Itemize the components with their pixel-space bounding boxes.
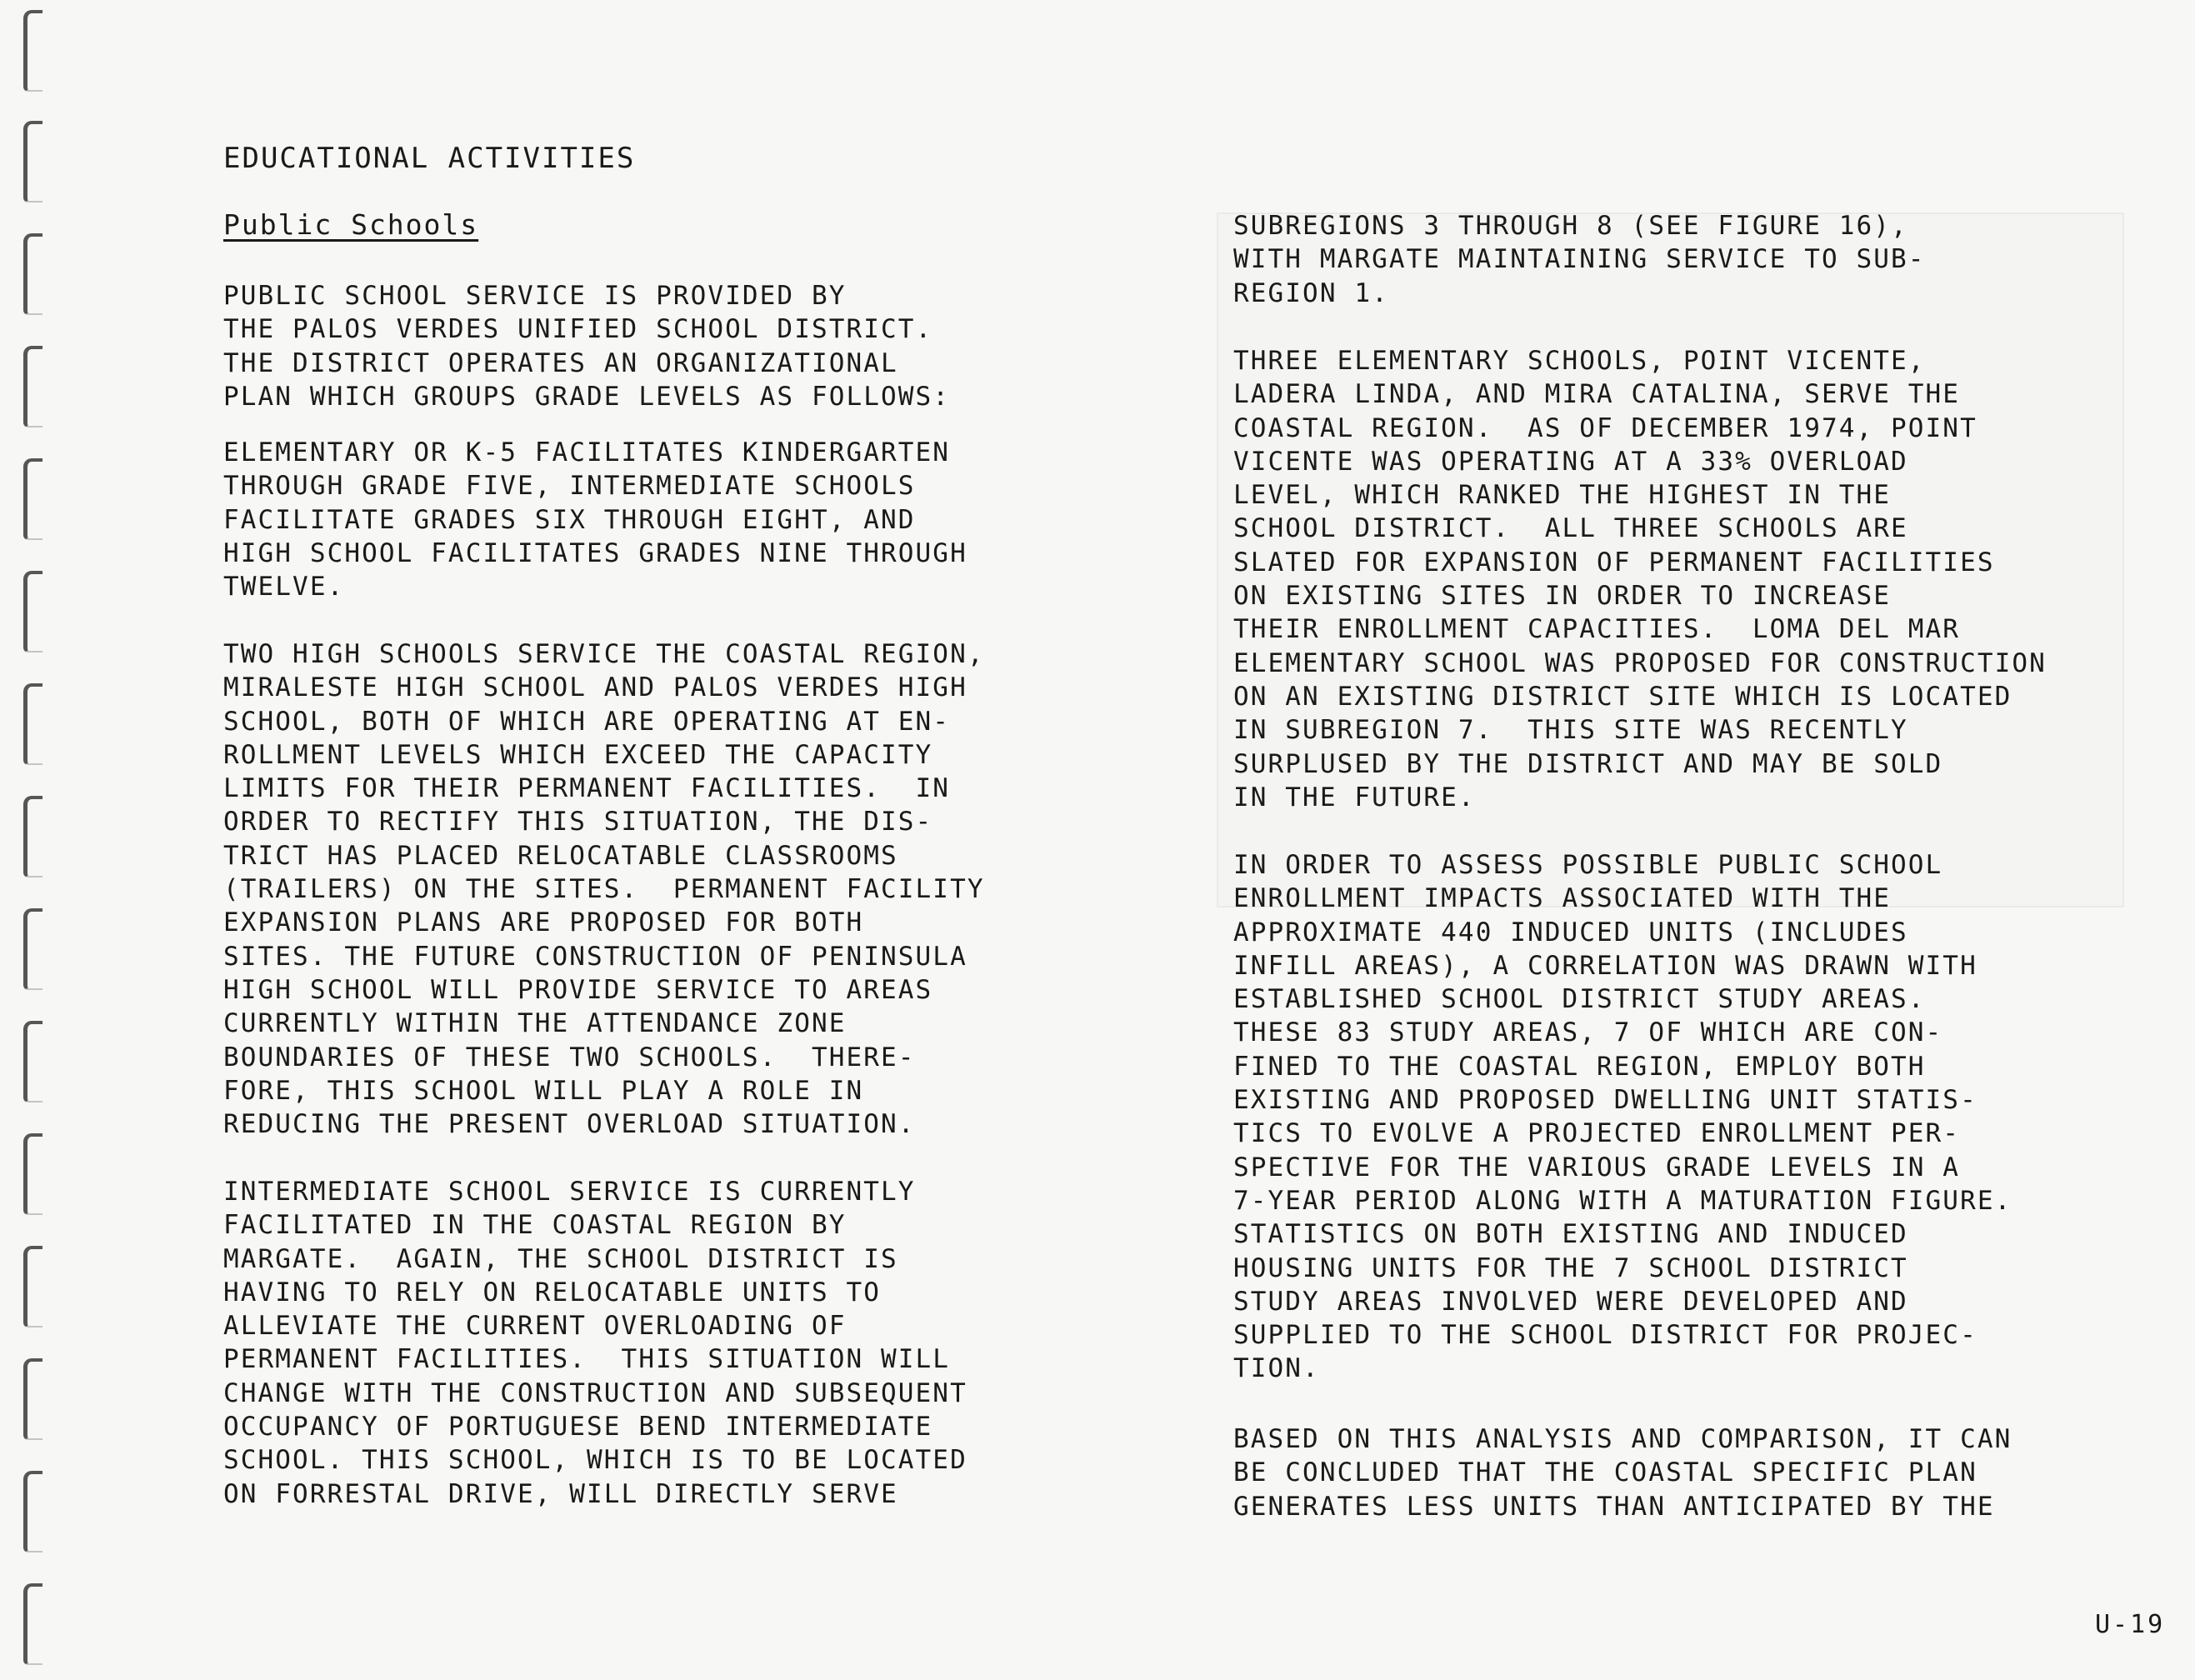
binder-ring-mark bbox=[23, 571, 42, 652]
binder-ring-mark bbox=[23, 1246, 42, 1328]
subsection-title: Public Schools bbox=[223, 208, 479, 241]
binder-ring-mark bbox=[23, 233, 42, 315]
binder-ring-mark bbox=[23, 10, 42, 92]
binder-ring-mark bbox=[23, 346, 42, 428]
paragraph-enrollment-impacts: IN ORDER TO ASSESS POSSIBLE PUBLIC SCHOOL ENROLLMENT IMPACTS ASSOCIATED WITH THE APPROXIMATE 440 INDUCED UNITS (INCLUDES INFILL AREAS), A CORRELATION WAS DRAWN WITH ESTABLISHED SCHOOL DISTRICT STUDY AREAS. THESE 83 STUDY AREAS, 7 OF WHICH ARE CON- FINED TO THE COASTAL REGION, EMPLOY BOTH EXISTING AND PROPOSED DWELLING UNIT STATIS- TICS TO EVOLVE A PROJECTED ENROLLMENT PER- SPECTIVE FOR THE VARIOUS GRADE LEVELS IN A 7-YEAR PERIOD ALONG WITH A MATURATION FIGURE. STATISTICS ON BOTH EXISTING AND INDUCED HOUSING UNITS FOR THE 7 SCHOOL DISTRICT STUDY AREAS INVOLVED WERE DEVELOPED AND SUPPLIED TO THE SCHOOL DISTRICT FOR PROJEC- TION. bbox=[1233, 850, 2012, 1384]
paragraph-service-provider: PUBLIC SCHOOL SERVICE IS PROVIDED BY THE PALOS VERDES UNIFIED SCHOOL DISTRICT. THE DISTRICT OPERATES AN ORGANIZATIONAL PLAN WHICH GROUPS GRADE LEVELS AS FOLLOWS: bbox=[223, 281, 951, 412]
binder-ring-mark bbox=[23, 1133, 42, 1215]
paragraph-conclusion: BASED ON THIS ANALYSIS AND COMPARISON, IT CAN BE CONCLUDED THAT THE COASTAL SPECIFIC PLAN GENERATES LESS UNITS THAN ANTICIPATED BY THE bbox=[1233, 1424, 2012, 1522]
binder-ring-mark bbox=[23, 1583, 42, 1665]
binder-ring-mark bbox=[23, 121, 42, 202]
binder-ring-mark bbox=[23, 796, 42, 878]
binder-ring-mark bbox=[23, 1358, 42, 1440]
paragraph-subregions: SUBREGIONS 3 THROUGH 8 (SEE FIGURE 16), WITH MARGATE MAINTAINING SERVICE TO SUB- REGION 1. bbox=[1233, 211, 1926, 308]
paragraph-high-schools: TWO HIGH SCHOOLS SERVICE THE COASTAL REGION, MIRALESTE HIGH SCHOOL AND PALOS VERDES HIGH SCHOOL, BOTH OF WHICH ARE OPERATING AT EN- ROLLMENT LEVELS WHICH EXCEED THE CAPACITY LIMITS FOR THEIR PERMANENT FACILITIES. IN ORDER TO RECTIFY THIS SITUATION, THE DIS- TRICT HAS PLACED RELOCATABLE CLASSROOMS (TRAILERS) ON THE SITES. PERMANENT FACILITY EXPANSION PLANS ARE PROPOSED FOR BOTH SITES. THE FUTURE CONSTRUCTION OF PENINSULA HIGH SCHOOL WILL PROVIDE SERVICE TO AREAS CURRENTLY WITHIN THE ATTENDANCE ZONE BOUNDARIES OF THESE TWO SCHOOLS. THERE- FORE, THIS SCHOOL WILL PLAY A ROLE IN REDUCING THE PRESENT OVERLOAD SITUATION. bbox=[223, 639, 985, 1140]
paragraph-grade-levels: ELEMENTARY OR K-5 FACILITATES KINDERGARTEN THROUGH GRADE FIVE, INTERMEDIATE SCHOOLS FACILITATE GRADES SIX THROUGH EIGHT, AND HIGH SCHOOL FACILITATES GRADES NINE THROUGH TWELVE. bbox=[223, 438, 968, 602]
binder-holes bbox=[15, 0, 65, 1680]
paragraph-elementary-schools: THREE ELEMENTARY SCHOOLS, POINT VICENTE, LADERA LINDA, AND MIRA CATALINA, SERVE THE COASTAL REGION. AS OF DECEMBER 1974, POINT VICENTE WAS OPERATING AT A 33% OVERLOAD LEVEL, WHICH RANKED THE HIGHEST IN THE SCHOOL DISTRICT. ALL THREE SCHOOLS ARE SLATED FOR EXPANSION OF PERMANENT FACILITIES ON EXISTING SITES IN ORDER TO INCREASE THEIR ENROLLMENT CAPACITIES. LOMA DEL MAR ELEMENTARY SCHOOL WAS PROPOSED FOR CONSTRUCTION ON AN EXISTING DISTRICT SITE WHICH IS LOCATED IN SUBREGION 7. THIS SITE WAS RECENTLY SURPLUSED BY THE DISTRICT AND MAY BE SOLD IN THE FUTURE. bbox=[1233, 346, 2047, 812]
paragraph-intermediate-schools: INTERMEDIATE SCHOOL SERVICE IS CURRENTLY FACILITATED IN THE COASTAL REGION BY MARGATE. AGAIN, THE SCHOOL DISTRICT IS HAVING TO RELY ON RELOCATABLE UNITS TO ALLEVIATE THE CURRENT OVERLOADING OF PERMANENT FACILITIES. THIS SITUATION WILL CHANGE WITH THE CONSTRUCTION AND SUBSEQUENT OCCUPANCY OF PORTUGUESE BEND INTERMEDIATE SCHOOL. THIS SCHOOL, WHICH IS TO BE LOCATED ON FORRESTAL DRIVE, WILL DIRECTLY SERVE bbox=[223, 1177, 968, 1509]
section-title: EDUCATIONAL ACTIVITIES bbox=[223, 142, 636, 175]
binder-ring-mark bbox=[23, 1471, 42, 1552]
binder-ring-mark bbox=[23, 458, 42, 540]
binder-ring-mark bbox=[23, 908, 42, 990]
binder-ring-mark bbox=[23, 1021, 42, 1102]
binder-ring-mark bbox=[23, 683, 42, 765]
page-number: U-19 bbox=[2095, 1610, 2166, 1639]
